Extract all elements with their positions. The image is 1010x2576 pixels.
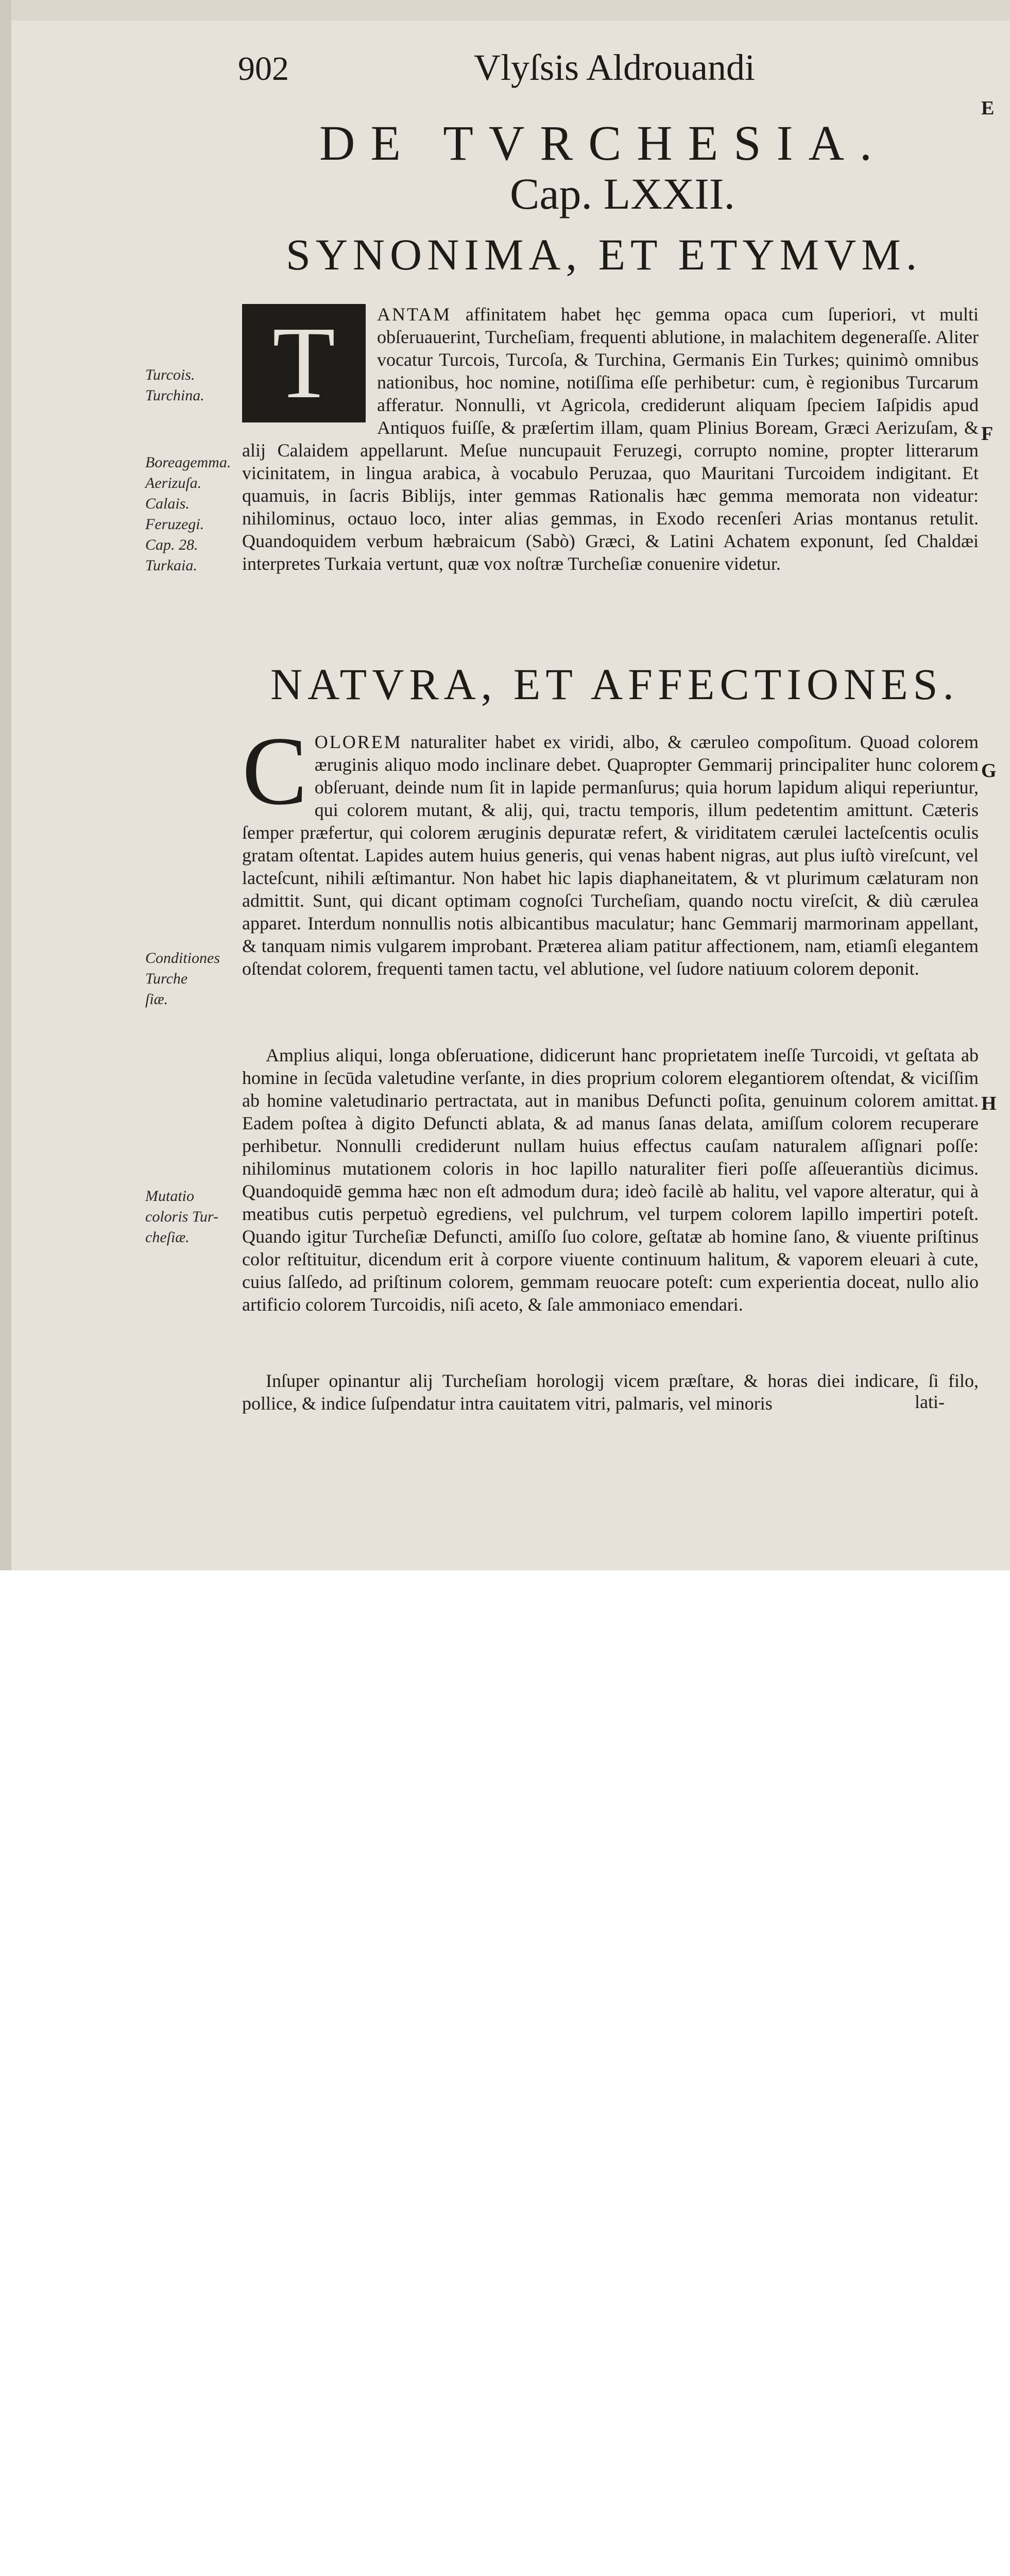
section-heading-natura: NATVRA, ET AFFECTIONES. — [270, 659, 959, 709]
marginal-line: Turkaia. — [145, 557, 197, 574]
page-binding-edge — [0, 0, 11, 1570]
initial-letter: C — [242, 717, 307, 825]
section-letter-h: H — [981, 1093, 997, 1114]
paragraph-insuper — [242, 1369, 979, 1415]
paragraph-text: affinitatem habet hęc gemma opaca cum ſuperiori, vt multi obſeruauerint, Turcheſiam, frequenti ablutione, in malachitem degeneraſſe. Aliter vocatur Turcois, Turcoſa, & Turchina, Germanis Ein Turkes; quinimò omnibus nationibus, hoc nomine, notiſſima eſſe perhibetur: cum, è regionibus Turcarum afferatur. Nonnulli, vt Agricola, crediderunt aliquam ſpeciem Iaſpidis apud Antiquos fuiſſe, & præſertim illam, quam Plinius Boream, Græci Aerizuſam, & alij Calaidem appellarunt. Meſue nuncupauit Feruzegi, corrupto nomine, propter litterarum vicinitatem, in lingua arabica, à vocabulo Peruzaa, quo Mauritani Turcoidem indigitant. Et quamuis, in ſacris Biblijs, inter gemmas Rationalis hæc gemma memorata non videatur: nihilominus, octauo loco, inter alias gemmas, in Exodo recenſeri Arias montanus retulit. Quandoquidem verbum hæbraicum (Sabò) Græci, & Latini Achatem exponunt, ſed Chaldæi interpretes Turkaia vertunt, quæ vox noſtræ Turcheſiæ conuenire videtur. — [242, 304, 979, 574]
paragraph-natura — [242, 717, 979, 980]
section-heading-synonyma: SYNONIMA, ET ETYMVM. — [286, 230, 922, 279]
paragraph-amplius — [242, 1044, 979, 1316]
catchword: lati- — [915, 1392, 945, 1412]
marginal-line: Feruzegi. — [145, 516, 204, 533]
page-top-shadow — [11, 0, 1010, 21]
paragraph-synonyma — [242, 303, 979, 575]
paragraph-text: Inſuper opinantur alij Turcheſiam horologij vicem præſtare, & horas diei indicare, ſi filo, pollice, & indice ſuſpendatur intra cauitatem vitri, palmaris, vel minoris — [242, 1370, 979, 1414]
marginal-line: Mutatio coloris Tur- — [145, 1188, 218, 1225]
running-title: Vlyſsis Aldrouandi — [474, 47, 756, 88]
marginal-line: cheſiæ. — [145, 1229, 190, 1246]
decorated-initial: T — [242, 304, 366, 422]
marginal-line: ſiæ. — [145, 991, 168, 1008]
marginal-line: Turcois. — [145, 366, 195, 383]
marginal-line: Boreagemma. — [145, 454, 231, 471]
marginal-note-conditiones — [145, 948, 238, 1010]
marginal-line: Conditiones Turche — [145, 950, 220, 987]
viewer-footer — [0, 1570, 1010, 1643]
marginal-note-mutatio — [145, 1186, 238, 1248]
paragraph-text: naturaliter habet ex viridi, albo, & cæruleo compoſitum. Quoad colorem æruginis aliquo modo inclinare debet. Quapropter Gemmarij principaliter hunc colorem obſeruant, deinde num ſit in lapide permanſurus; quia horum lapidum aliqui reperiuntur, qui colorem mutant, & alij, qui, tractu temporis, illum pedetentim amittunt. Cæteris ſemper præfertur, qui colorem æruginis depuratæ refert, & viriditatem cærulei lacteſcentis oculis gratam oſtentat. Lapides autem huius generis, qui venas habent nigras, aut plus iuſtò vireſcunt, vel lacteſcunt, nihili æſtimantur. Non habet hic lapis diaphaneitatem, & vt plurimum cælaturam non admittit. Sunt, qui dicant optimam cognoſci Turcheſiam, quando noctu vireſcit, & diù cærulea apparet. Interdum nonnullis notis albicantibus maculatur; hanc Gemmarij marmorinam appellant, & tanquam nimis vulgarem improbant. Præterea aliam patitur affectionem, nam, etiamſi elegantem oſtendat colorem, frequenti tamen tactu, vel ablutione, vel ſudore natiuum colorem deponit. — [242, 732, 979, 979]
section-letter-g: G — [981, 760, 997, 782]
marginal-note-turcois — [145, 365, 238, 406]
marginal-note-borea — [145, 452, 238, 576]
page-number: 902 — [238, 50, 289, 88]
marginal-line: Cap. 28. — [145, 536, 198, 553]
section-letter-e: E — [981, 97, 995, 119]
chapter-number: Cap. LXXII. — [510, 169, 735, 218]
chapter-title: DE TVRCHESIA. — [319, 115, 887, 171]
paragraph-lead-word: OLOREM — [314, 732, 402, 752]
marginal-line: Aerizuſa. — [145, 474, 202, 492]
paragraph-text: Amplius aliqui, longa obſeruatione, didicerunt hanc proprietatem ineſſe Turcoidi, vt geſtata ab homine in ſecūda valetudine verſante, in dies proprium colorem elegantiorem oſtendat, & viciſſim ab homine valetudinario pertractata, aut in manibus Defuncti poſita, genuinum colorem amittat. Eadem poſtea à digito Defuncti ablata, & ad manus ſanas delata, amiſſum colorem recuperare perhibetur. Nonnulli crediderunt nullam huius effectus cauſam naturalem aſſignari poſſe: nihilominus mutationem coloris in hoc lapillo naturaliter fieri poſſe aſſeuerantiùs dicimus. Quandoquidē gemma hæc non eſt admodum dura; ideò facilè ab halitu, vel vapore alteratur, qui à meatibus cutis perpetuò egrediens, vel pulchrum, vel turpem colorem lapillo impertiri poteſt. Quando igitur Turcheſiæ Defuncti, amiſſo ſuo colore, geſtatæ ab homine ſano, & viuente priſtinus color reſtituitur, dicendum erit à corpore viuente continuum halitum, & vaporem eleuari à cute, cuius ſalſedo, ad priſtinum colorem, gemmam reuocare poteſt: cum experientia doceat, nullo alio artificio colorem Turcoidis, niſi aceto, & ſale ammoniaco emendari. — [242, 1045, 979, 1315]
paragraph-lead-word: ANTAM — [377, 304, 452, 325]
marginal-line: Turchina. — [145, 387, 204, 404]
section-letter-f: F — [981, 423, 994, 445]
marginal-line: Calais. — [145, 495, 190, 512]
